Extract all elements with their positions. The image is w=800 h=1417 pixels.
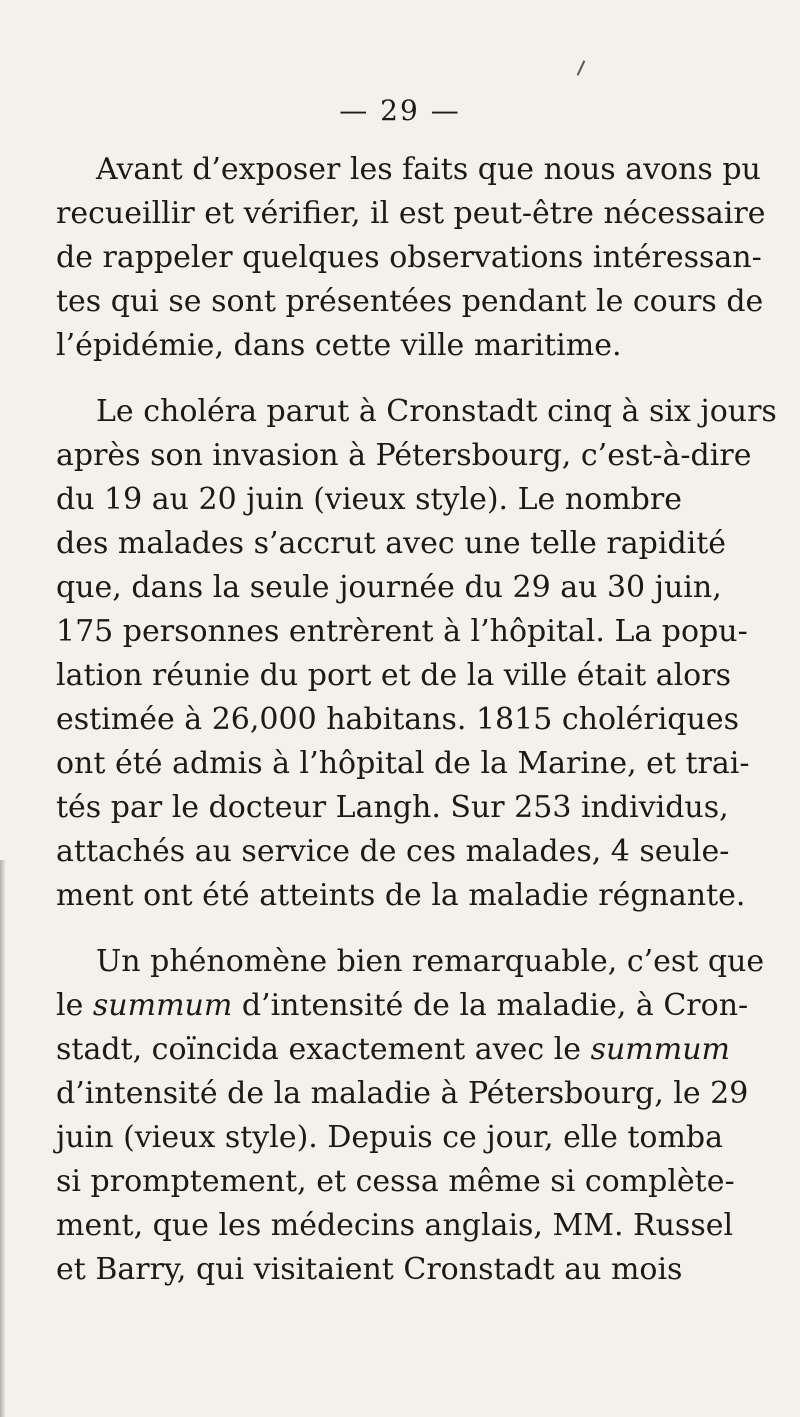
text-run: stadt, coïncida exactement avec le bbox=[56, 1032, 582, 1067]
text-line: d’intensité de la maladie à Pétersbourg, le 29 bbox=[56, 1076, 749, 1111]
text-line: lation réunie du port et de la ville était alors bbox=[56, 658, 731, 693]
text-line: tés par le docteur Langh. Sur 253 individus, bbox=[56, 790, 729, 825]
paragraph-1 bbox=[56, 148, 766, 368]
text-line: tes qui se sont présentées pendant le cours de bbox=[56, 284, 764, 319]
text-line: et Barry, qui visitaient Cronstadt au mois bbox=[56, 1252, 683, 1287]
text-line: que, dans la seule journée du 29 au 30 juin, bbox=[56, 570, 722, 605]
page-number: — 29 — bbox=[339, 94, 461, 127]
text-line: du 19 au 20 juin (vieux style). Le nombre bbox=[56, 482, 682, 517]
text-line: ment ont été atteints de la maladie régnante. bbox=[56, 878, 746, 913]
text-line: l’épidémie, dans cette ville maritime. bbox=[56, 328, 622, 363]
text-line: Le choléra parut à Cronstadt cinq à six jours bbox=[96, 394, 777, 429]
text-line bbox=[56, 984, 749, 1028]
italic-term: summum bbox=[590, 1032, 730, 1067]
text-line: ment, que les médecins anglais, MM. Russel bbox=[56, 1208, 734, 1243]
text-line: si promptement, et cessa même si complète- bbox=[56, 1164, 735, 1199]
paragraph-2 bbox=[56, 390, 777, 918]
text-line: de rappeler quelques observations intéressan- bbox=[56, 240, 762, 275]
text-line: Avant d’exposer les faits que nous avons pu bbox=[96, 152, 761, 187]
text-line: Un phénomène bien remarquable, c’est que bbox=[96, 944, 765, 979]
paragraph-3 bbox=[56, 940, 765, 1292]
text-line: recueillir et vérifier, il est peut-être nécessaire bbox=[56, 196, 766, 231]
text-line: 175 personnes entrèrent à l’hôpital. La popu- bbox=[56, 614, 748, 649]
ink-speck bbox=[577, 60, 586, 75]
text-run: le bbox=[56, 988, 84, 1023]
text-run: d’intensité de la maladie, à Cron- bbox=[241, 988, 749, 1023]
body-text bbox=[56, 148, 777, 1314]
page-edge-shadow bbox=[0, 860, 6, 1417]
text-line: après son invasion à Pétersbourg, c’est-à-dire bbox=[56, 438, 752, 473]
text-line: attachés au service de ces malades, 4 seule- bbox=[56, 834, 730, 869]
text-line: ont été admis à l’hôpital de la Marine, et trai- bbox=[56, 746, 750, 781]
text-line bbox=[56, 1028, 730, 1072]
italic-term: summum bbox=[92, 988, 233, 1023]
text-line: des malades s’accrut avec une telle rapidité bbox=[56, 526, 727, 561]
text-line: juin (vieux style). Depuis ce jour, elle tomba bbox=[56, 1120, 724, 1155]
text-line: estimée à 26,000 habitans. 1815 cholériques bbox=[56, 702, 739, 737]
